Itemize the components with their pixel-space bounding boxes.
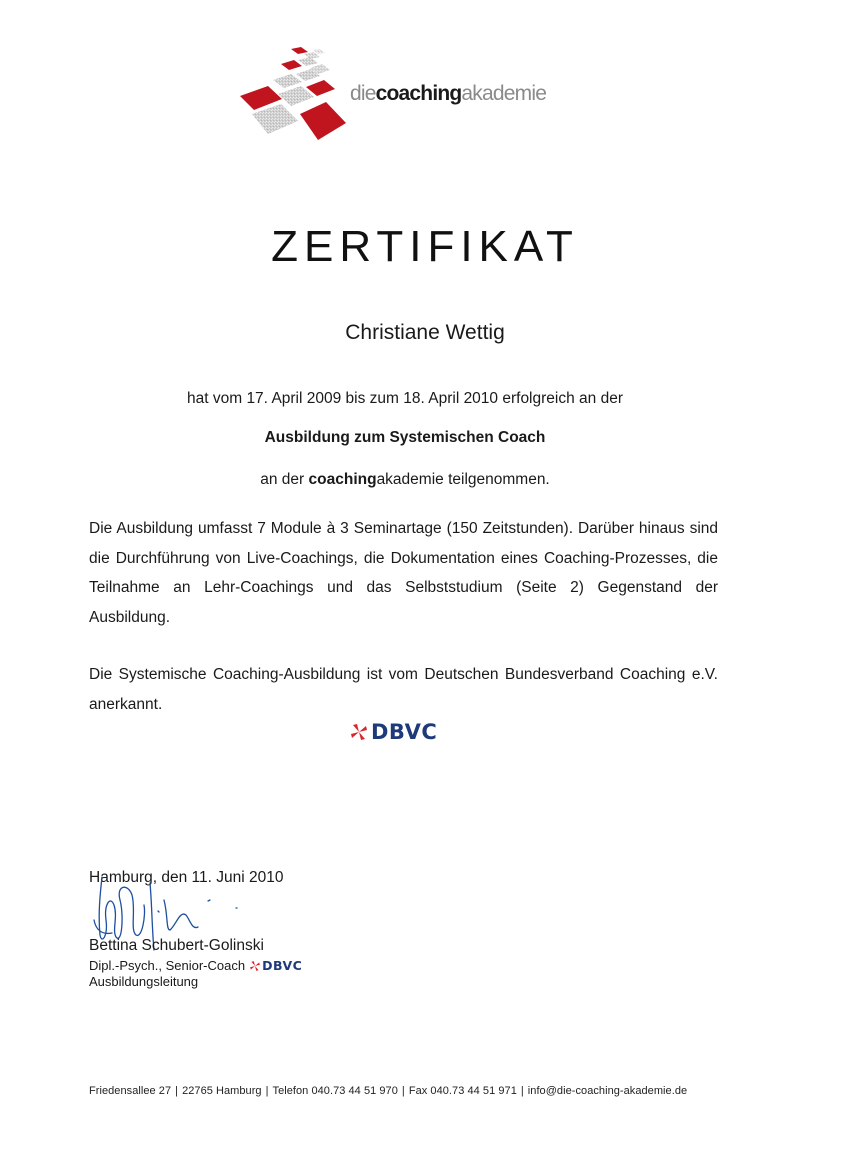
checkerboard-tiles-icon xyxy=(238,44,350,144)
recipient-name: Christiane Wettig xyxy=(345,321,505,344)
institution-line: an der coachingakademie teilgenommen. xyxy=(260,471,550,488)
dbvc-logo xyxy=(349,719,437,745)
signer-role: Ausbildungsleitung xyxy=(89,974,199,989)
period-line: hat vom 17. April 2009 bis zum 18. April 2010 erfolgreich an der xyxy=(187,390,623,407)
course-description: Die Ausbildung umfasst 7 Module à 3 Seminartage (150 Zeitstunden). Darüber hinaus sind die Durchführung von Live-Coachings, die Dokumentation eines Coaching-Prozesses, die Teilnahme an Lehr-Coachings und das Selbststudium (Seite 2) Gegenstand der Ausbildung. xyxy=(89,520,718,626)
footer-fax: Fax 040.73 44 51 971 xyxy=(408,1085,517,1097)
footer-phone: Telefon 040.73 44 51 970 xyxy=(272,1085,398,1097)
dbvc-pinwheel-icon xyxy=(249,960,261,972)
footer-contact: Friedensallee 27 | 22765 Hamburg | Telefon 040.73 44 51 970 | Fax 040.73 44 51 971 | info@die-coaching-akademie.de xyxy=(89,1085,688,1097)
dbvc-badge: DBVC xyxy=(249,958,302,973)
footer-address: Friedensallee 27 xyxy=(89,1085,172,1097)
signer-title: Dipl.-Psych., Senior-Coach DBVC xyxy=(89,958,303,973)
signer-name: Bettina Schubert-Golinski xyxy=(89,937,264,954)
footer-city: 22765 Hamburg xyxy=(182,1085,262,1097)
accreditation-statement: Die Systemische Coaching-Ausbildung ist vom Deutschen Bundesverband Coaching e.V. anerkannt. xyxy=(89,666,718,713)
course-name: Ausbildung zum Systemischen Coach xyxy=(264,429,546,446)
certificate-title: ZERTIFIKAT xyxy=(271,222,579,271)
dbvc-wordmark: DBVC xyxy=(371,720,438,744)
place-and-date: Hamburg, den 11. Juni 2010 xyxy=(89,869,284,886)
academy-wordmark: diecoachingakademie xyxy=(350,82,547,105)
dbvc-pinwheel-icon xyxy=(349,722,369,742)
footer-email[interactable]: info@die-coaching-akademie.de xyxy=(527,1085,688,1097)
academy-logo xyxy=(238,44,568,144)
